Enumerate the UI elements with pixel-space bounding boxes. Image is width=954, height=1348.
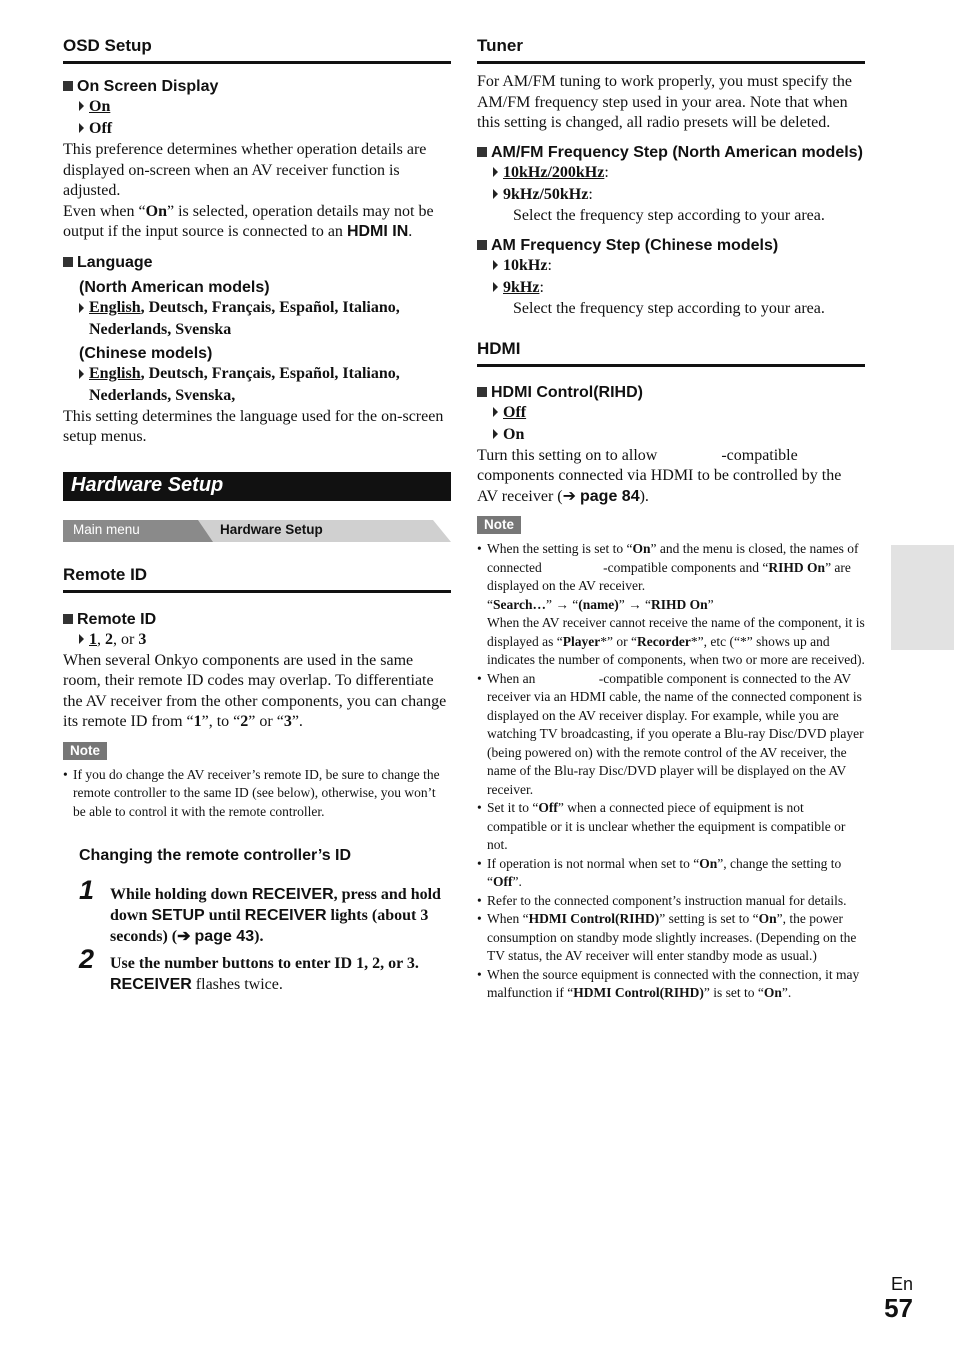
option-10khz: 10kHz:	[477, 255, 865, 277]
triangle-bullet-icon	[493, 282, 498, 292]
triangle-bullet-icon	[493, 167, 498, 177]
breadcrumb-main-menu[interactable]: Main menu	[73, 521, 140, 537]
language-description: This setting determines the language used for the on-screen setup menus.	[63, 407, 444, 445]
arrow-icon: ➔	[177, 928, 191, 945]
hardware-setup-band: Hardware Setup	[63, 472, 451, 501]
side-index-tab	[891, 545, 954, 650]
hdmi-heading: HDMI	[477, 339, 865, 367]
triangle-bullet-icon	[493, 260, 498, 270]
note-item: • If you do change the AV receiver’s remote ID, be sure to change the remote controller to the same ID (see below), otherwise, you won’t be able to control it with the remote controller.	[63, 766, 451, 822]
square-bullet-icon	[477, 240, 487, 250]
language-code: En	[890, 1274, 913, 1294]
right-column	[477, 36, 865, 1003]
hdmi-description: Turn this setting on to allow -compatible components connected via HDMI to be controlled by the AV receiver (➔ page 84).	[477, 446, 842, 505]
osd-setup-heading: OSD Setup	[63, 36, 451, 64]
language-options-cn: English, Deutsch, Français, Español, Italiano, Nederlands, Svenska,	[63, 363, 451, 407]
am-step-subheading: AM Frequency Step (Chinese models)	[477, 237, 865, 255]
option-9khz: 9kHz:	[477, 277, 865, 299]
square-bullet-icon	[63, 81, 73, 91]
square-bullet-icon	[63, 257, 73, 267]
breadcrumb	[63, 520, 451, 542]
page-link[interactable]: page 43	[194, 928, 255, 945]
amfm-step-subheading: AM/FM Frequency Step (North American models)	[477, 144, 865, 162]
language-subheading: Language	[63, 254, 451, 272]
triangle-bullet-icon	[79, 303, 84, 313]
square-bullet-icon	[477, 387, 487, 397]
note-item: • If operation is not normal when set to “On”, change the setting to “Off”.	[477, 855, 865, 892]
option-on: On	[63, 96, 451, 118]
square-bullet-icon	[63, 614, 73, 624]
square-bullet-icon	[477, 147, 487, 157]
tuner-description: For AM/FM tuning to work properly, you must specify the AM/FM frequency step used in your area. Note that when this setting is changed, all radio presets will be deleted.	[477, 73, 852, 131]
osd-description: This preference determines whether operation details are displayed on-screen when an AV receiver function is adjusted.	[63, 141, 427, 199]
step-number: 1	[79, 875, 95, 905]
step-2: 2 Use the number buttons to enter ID 1, 2, or 3. RECEIVER flashes twice.	[79, 944, 419, 993]
triangle-bullet-icon	[79, 123, 84, 133]
osd-hdmi-note: Even when “On” is selected, operation details may not be output if the input source is connected to an HDMI IN.	[63, 202, 434, 240]
breadcrumb-hardware-setup: Hardware Setup	[220, 521, 323, 537]
am-step-description: Select the frequency step according to your area.	[513, 300, 825, 317]
amfm-step-description: Select the frequency step according to your area.	[513, 206, 825, 224]
on-screen-display-subheading: On Screen Display	[63, 78, 451, 96]
page-footer	[884, 1274, 913, 1322]
hdmi-notes	[477, 516, 865, 1003]
note-label: Note	[63, 742, 107, 760]
left-column	[63, 36, 451, 995]
hdmi-control-subheading: HDMI Control(RIHD)	[477, 384, 865, 402]
option-on: On	[477, 424, 865, 446]
option-10khz-200khz: 10kHz/200kHz:	[477, 162, 865, 184]
north-american-models-heading: (North American models)	[79, 278, 270, 296]
note-item: • When the source equipment is connected with the connection, it may malfunction if “HDMI Control(RIHD)” is set to “On”.	[477, 966, 865, 1003]
remote-note	[63, 742, 451, 822]
triangle-bullet-icon	[79, 101, 84, 111]
note-item: • When “HDMI Control(RIHD)” setting is set to “On”, the power consumption on standby mode slightly increases. (Depending on the TV status, the AV receiver will enter standby mode as usual.)	[477, 910, 865, 966]
note-label: Note	[477, 516, 521, 534]
remote-id-heading: Remote ID	[63, 565, 451, 593]
triangle-bullet-icon	[79, 369, 84, 379]
note-item: • When an -compatible component is connected to the AV receiver via an HDMI cable, the name of the connected component is displayed on the AV receiver display. For example, while you are watching TV broadcasting, if you operate a Blu-ray Disc/DVD player (being powered on) with the remote control of the AV receiver, the name of the Blu-ray Disc/DVD player will be displayed on the AV receiver.	[477, 670, 865, 800]
note-item: • Refer to the connected component’s instruction manual for details.	[477, 892, 865, 911]
option-9khz-50khz: 9kHz/50kHz:	[477, 184, 865, 206]
page-number: 57	[884, 1293, 913, 1323]
triangle-bullet-icon	[493, 407, 498, 417]
option-off: Off	[63, 118, 451, 140]
remote-id-options: 1, 2, or 3	[63, 629, 451, 651]
step-number: 2	[79, 944, 95, 974]
triangle-bullet-icon	[79, 634, 84, 644]
triangle-bullet-icon	[493, 429, 498, 439]
page-link[interactable]: page 84	[580, 487, 640, 505]
note-item: • When the setting is set to “On” and the menu is closed, the names of connected -compatible components and “RIHD On” are displayed on the AV receiver. “Search…” → “(name)” → “RIHD On” When the AV receiver cannot receive the name of the component, it is displayed as “Player*” or “Recorder*”, etc (“*” shows up and indicates the number of components, when two or more are received).	[477, 540, 865, 670]
remote-id-description: When several Onkyo components are used in the same room, their remote ID codes may overlap. To differentiate the AV receiver from the other components, you can change its remote ID from “1”, to “2” or “3”.	[63, 651, 447, 730]
triangle-bullet-icon	[493, 189, 498, 199]
arrow-icon: ➔	[562, 487, 576, 505]
remote-id-subheading: Remote ID	[63, 611, 451, 629]
changing-remote-id-heading: Changing the remote controller’s ID	[79, 847, 352, 864]
language-options-na: English, Deutsch, Français, Español, Italiano, Nederlands, Svenska	[63, 297, 451, 341]
chinese-models-heading: (Chinese models)	[79, 344, 213, 362]
tuner-heading: Tuner	[477, 36, 865, 64]
note-item: • Set it to “Off” when a connected piece of equipment is not compatible or it is unclear whether the equipment is compatible or not.	[477, 799, 865, 855]
step-1: 1 While holding down RECEIVER, press and hold down SETUP until RECEIVER lights (about 3 seconds) (➔ page 43).	[79, 875, 441, 945]
option-off: Off	[477, 402, 865, 424]
